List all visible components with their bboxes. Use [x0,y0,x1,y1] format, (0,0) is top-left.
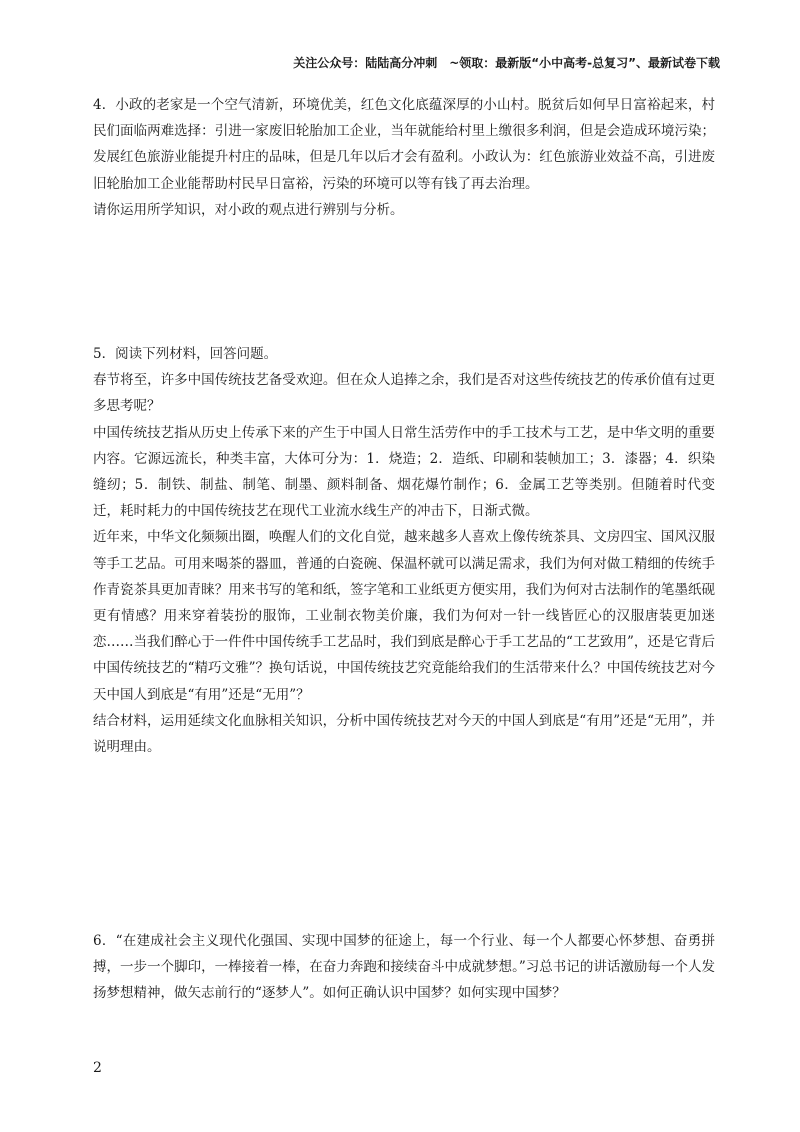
question-5-title: 5．阅读下列材料，回答问题。 [93,346,278,362]
question-5 [93,341,715,760]
question-5-task: 结合材料，运用延续文化血脉相关知识，分析中国传统技艺对今天的中国人到底是“有用”还是“无用”，并说明理由。 [93,712,715,756]
question-4-stem: 4．小政的老家是一个空气清新，环境优美，红色文化底蕴深厚的小山村。脱贫后如何早日富裕起来，村民们面临两难选择：引进一家废旧轮胎加工企业，当年就能给村里上缴很多利润，但是会造成环境污染；发展红色旅游业能提升村庄的品味，但是几年以后才会有盈利。小政认为：红色旅游业效益不高，引进废旧轮胎加工企业能帮助村民早日富裕，污染的环境可以等有钱了再去治理。 [93,97,715,192]
question-4 [93,92,715,223]
question-5-material-2: 中国传统技艺指从历史上传承下来的产生于中国人日常生活劳作中的手工技术与工艺，是中华文明的重要内容。它源远流长，种类丰富，大体可分为：1．烧造；2．造纸、印刷和装帧加工；3．漆器；4．织染缝纫；5．制铁、制盐、制笔、制墨、颜料制备、烟花爆竹制作；6．金属工艺等类别。但随着时代变迁，耗时耗力的中国传统技艺在现代工业流水线生产的冲击下，日渐式微。 [93,424,715,520]
question-4-task: 请你运用所学知识，对小政的观点进行辨别与分析。 [93,201,404,218]
question-5-material-3: 近年来，中华文化频频出圈，唤醒人们的文化自觉，越来越多人喜欢上像传统茶具、文房四宝、国风汉服等手工艺品。可用来喝茶的器皿，普通的白瓷碗、保温杯就可以满足需求，我们为何对做工精细的传统手作青瓷茶具更加青睐？用来书写的笔和纸，签字笔和工业纸更方便实用，我们为何对古法制作的笔墨纸砚更有情感？用来穿着装扮的服饰，工业制衣物美价廉，我们为何对一针一线皆匠心的汉服唐装更加迷恋……当我们醉心于一件件中国传统手工艺品时，我们到底是醉心于手工艺品的“工艺致用”，还是它背后中国传统技艺的“精巧文雅”？换句话说，中国传统技艺究竟能给我们的生活带来什么？中国传统技艺对今天中国人到底是“有用”还是“无用”？ [93,529,715,703]
question-6 [93,928,715,1007]
question-6-stem: 6．“在建成社会主义现代化强国、实现中国梦的征途上，每一个行业、每一个人都要心怀梦想、奋勇拼搏，一步一个脚印，一棒接着一棒，在奋力奔跑和接续奋斗中成就梦想。”习总书记的讲话激励每一个人发扬梦想精神，做矢志前行的“逐梦人”。如何正确认识中国梦？如何实现中国梦？ [93,933,715,1002]
page-header: 关注公众号：陆陆高分冲刺 ~领取：最新版“小中高考-总复习”、最新试卷下载 [293,56,720,70]
question-5-material-1: 春节将至，许多中国传统技艺备受欢迎。但在众人追捧之余，我们是否对这些传统技艺的传承价值有过更多思考呢？ [93,372,715,415]
page-number: 2 [93,1060,102,1076]
